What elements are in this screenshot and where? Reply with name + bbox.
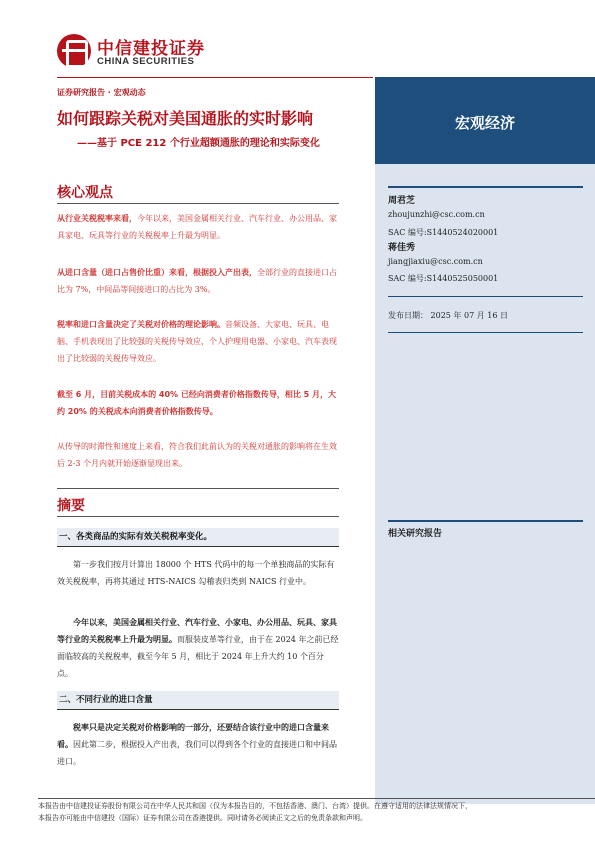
report-type: 证券研究报告 · 宏观动态: [57, 88, 146, 97]
footer-disclaimer: [38, 800, 595, 824]
core-paragraph-3: [57, 316, 339, 367]
author-email[interactable]: zhoujunzhi@csc.com.cn: [388, 210, 485, 219]
core-p3-lead: 税率和进口含量决定了关税对价格的理论影响。: [57, 320, 225, 329]
sidebar-divider: [388, 296, 583, 297]
logo-icon: [57, 34, 91, 68]
author-email[interactable]: jiangjiaxiu@csc.com.cn: [388, 257, 483, 266]
core-section-title: 核心观点: [57, 185, 113, 201]
sidebar-divider: [388, 520, 583, 522]
author-sac: SAC 编号:S1440525050001: [388, 274, 499, 283]
author-sac: SAC 编号:S1440524020001: [388, 228, 499, 237]
core-paragraph-5: [57, 438, 339, 472]
footer-rule: [38, 798, 595, 799]
related-reports-title: 相关研究报告: [388, 529, 443, 539]
logo-en-text: CHINA SECURITIES: [97, 56, 195, 67]
core-p5-text: 从传导的时滞性和速度上来看，符合我们此前认为的关税对通胀的影响将在生效后 2-3 个月内就开始逐渐显现出来。: [57, 442, 337, 468]
summary-paragraph-1: 第一步我们按月计算出 18000 个 HTS 代码中的每一个单独商品的实际有效关税税率，再将其通过 HTS-NAICS 勾稽表归类到 NAICS 行业中。: [57, 560, 335, 586]
publish-date: 发布日期： 2025 年 07 月 16 日: [388, 311, 508, 320]
core-p3-text: 音频设备、大家电、玩具、电脑、手机表现出了比较强的关税传导效应，个人护理用电器、小家电、汽车表现出了比较弱的关税传导效应。: [57, 320, 337, 363]
section-rule: [57, 203, 339, 204]
summary-p2-text: 而服装皮革等行业，由于在 2024 年之前已经面临较高的关税税率，截至今年 5 月，相比于 2024 年上升大约 10 个百分点。: [57, 635, 339, 678]
core-p2-lead: 从进口含量（进口占售价比重）来看，根据投入产出表，: [57, 268, 257, 277]
core-paragraph-2: [57, 264, 339, 298]
sidebar-divider: [388, 186, 583, 188]
section-rule: [57, 516, 339, 517]
author-name: 周君芝: [388, 196, 416, 206]
summary-p2-lead: 今年以来，美国金属相关行业、汽车行业、小家电、办公用品、玩具、家具等行业的关税税率上升最为明显。: [57, 618, 337, 644]
core-paragraph-4: [57, 386, 339, 420]
company-logo: [57, 34, 217, 68]
report-subtitle: ——基于 PCE 212 个行业超额通胀的理论和实际变化: [77, 138, 320, 149]
header-rule: [57, 77, 373, 78]
sidebar-category-block: [375, 77, 595, 164]
sidebar-category: 宏观经济: [454, 114, 515, 132]
logo-cn-text: 中信建投证券: [97, 39, 205, 59]
summary-section-title: 摘要: [57, 498, 85, 514]
footer-line: 本报告亦可能由中信建投（国际）证券有限公司在香港提供。同时请务必阅读正文之后的免责条款和声明。: [38, 814, 367, 822]
sidebar-divider: [388, 332, 583, 333]
summary-heading-1: 一、各类商品的实际有效关税税率变化。: [57, 528, 339, 547]
section-rule: [57, 488, 339, 489]
summary-p3-text: 因此第二步，根据投入产出表，我们可以得到各个行业的直接进口和中间品进口。: [57, 740, 337, 766]
footer-line: 本报告由中信建投证券股份有限公司在中华人民共和国（仅为本报告目的，不包括香港、澳门、台湾）提供。在遵守适用的法律法规情况下，: [38, 802, 472, 810]
summary-paragraph-2: [57, 614, 339, 682]
summary-p3-lead: 税率只是决定关税对价格影响的一部分，还要结合该行业中的进口含量来看。: [57, 723, 329, 749]
author-name: 蒋佳秀: [388, 243, 416, 253]
summary-heading-2: 二、不同行业的进口含量: [57, 691, 339, 710]
core-paragraph-1: [57, 210, 339, 244]
core-p1-lead: 从行业关税税率来看，: [57, 214, 137, 223]
report-title: 如何跟踪关税对美国通胀的实时影响: [57, 109, 314, 128]
summary-paragraph-3: [57, 719, 339, 770]
core-p1-text: 今年以来，美国金属相关行业、汽车行业、办公用品、家具家电、玩具等行业的关税税率上升最为明显。: [57, 214, 337, 240]
core-p4-lead: 截至 6 月，目前关税成本的 40% 已经向消费者价格指数传导，相比 5 月，大约 20% 的关税成本向消费者价格指数传导。: [57, 390, 336, 416]
core-p2-text: 全部行业的直接进口占比为 7%，中间品等间接进口的占比为 3%。: [57, 268, 337, 294]
